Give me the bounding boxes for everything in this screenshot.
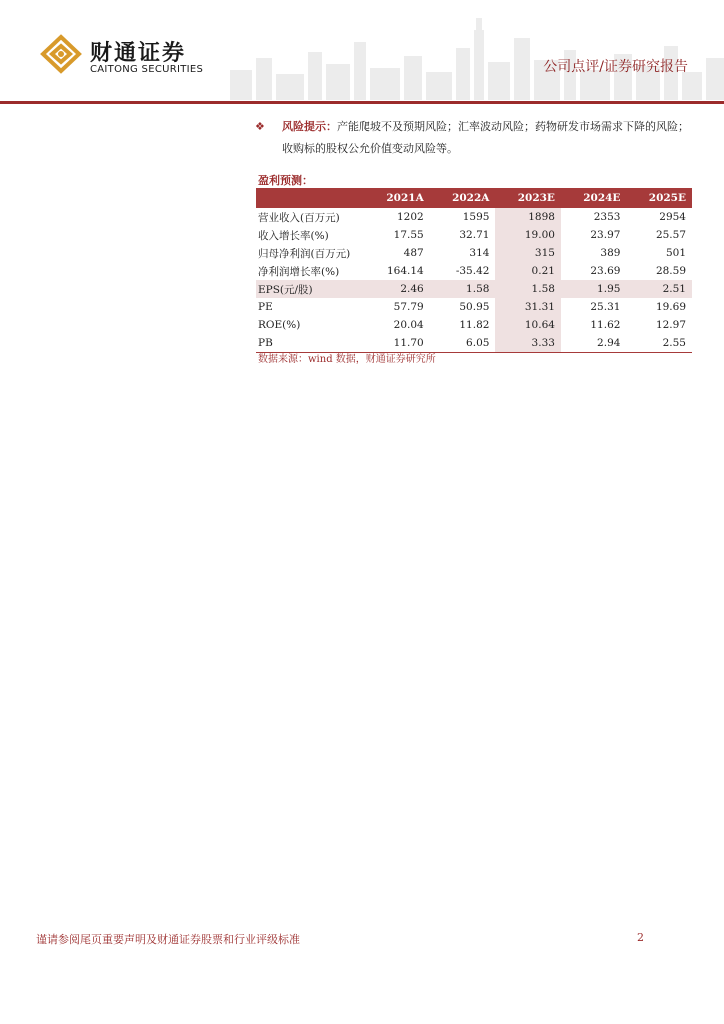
row-label: PB xyxy=(256,334,364,352)
row-label: ROE(%) xyxy=(258,319,301,331)
table-cell: 2.55 xyxy=(626,334,692,352)
row-label: 收入增长率(%) xyxy=(258,229,329,242)
table-cell: 50.95 xyxy=(459,301,490,313)
table-cell: 6.05 xyxy=(430,334,496,352)
forecast-title: 盈利预测： xyxy=(258,174,313,187)
table-cell: 10.64 xyxy=(495,316,561,334)
table-cell: 20.04 xyxy=(393,319,424,331)
table-row xyxy=(256,226,692,244)
footer-disclaimer: 谨请参阅尾页重要声明及财通证券股票和行业评级标准 xyxy=(36,933,300,946)
brand-name-en: CAITONG SECURITIES xyxy=(90,64,204,75)
table-cell: 25.57 xyxy=(655,229,686,241)
row-label: 归母净利润(百万元) xyxy=(258,247,351,260)
table-cell: 31.31 xyxy=(495,298,561,316)
table-row xyxy=(256,298,692,316)
table-cell: 1595 xyxy=(462,211,490,223)
table-row xyxy=(256,244,692,262)
risk-paragraph xyxy=(258,116,692,160)
caitong-logo-icon xyxy=(38,34,84,74)
table-cell: 389 xyxy=(600,247,621,259)
risk-warning xyxy=(255,116,692,160)
diamond-bullet-icon: ❖ xyxy=(255,120,265,133)
row-label: 营业收入(百万元) xyxy=(258,211,340,224)
table-row xyxy=(256,208,692,226)
table-row xyxy=(256,280,692,298)
table-cell: 57.79 xyxy=(393,301,424,313)
table-row xyxy=(256,316,692,334)
table-header-row xyxy=(256,188,692,208)
table-cell: 2.46 xyxy=(364,280,430,298)
table-cell: 2954 xyxy=(659,211,686,223)
table-cell: 487 xyxy=(403,247,424,259)
column-header: 2021A xyxy=(364,188,430,208)
table-cell: -35.42 xyxy=(455,265,490,277)
table-cell: 32.71 xyxy=(459,229,490,241)
table-cell: 501 xyxy=(665,247,686,259)
table-cell: 0.21 xyxy=(495,262,561,280)
page-number: 2 xyxy=(637,931,644,944)
table-cell: 164.14 xyxy=(386,265,424,277)
table-cell: 2.94 xyxy=(561,334,627,352)
report-type: 公司点评/证券研究报告 xyxy=(543,59,688,75)
page-header xyxy=(0,0,724,104)
data-source-note: 数据来源：wind 数据，财通证券研究所 xyxy=(258,354,436,365)
table-cell: 11.70 xyxy=(364,334,430,352)
column-header: 2022A xyxy=(430,188,496,208)
risk-text: 产能爬坡不及预期风险；汇率波动风险；药物研发市场需求下降的风险；收购标的股权公允价值变动风险等。 xyxy=(282,120,689,155)
table-cell: 19.69 xyxy=(655,301,686,313)
brand-name-cn: 财通证券 xyxy=(90,41,187,66)
table-cell: 1202 xyxy=(396,211,424,223)
risk-label: 风险提示： xyxy=(282,120,337,133)
table-cell: 25.31 xyxy=(590,301,621,313)
table-cell: 314 xyxy=(469,247,490,259)
table-cell: 23.69 xyxy=(590,265,621,277)
header-divider xyxy=(0,101,724,104)
table-row xyxy=(256,262,692,280)
table-cell: 11.82 xyxy=(459,319,490,331)
table-cell: 1.58 xyxy=(495,280,561,298)
column-header: 2023E xyxy=(495,188,561,208)
table-cell: 1.58 xyxy=(430,280,496,298)
table-cell: 3.33 xyxy=(495,334,561,352)
table-cell: 11.62 xyxy=(590,319,621,331)
table-cell: 23.97 xyxy=(590,229,621,241)
row-label: 净利润增长率(%) xyxy=(258,265,340,278)
column-header: 2025E xyxy=(626,188,692,208)
table-cell: 315 xyxy=(495,244,561,262)
row-label: EPS(元/股) xyxy=(256,280,364,298)
table-cell: 17.55 xyxy=(393,229,424,241)
table-cell: 1898 xyxy=(495,208,561,226)
table-cell: 2353 xyxy=(593,211,621,223)
earnings-forecast-table xyxy=(256,188,692,353)
table-cell: 2.51 xyxy=(626,280,692,298)
table-cell: 1.95 xyxy=(561,280,627,298)
column-header: 2024E xyxy=(561,188,627,208)
row-label: PE xyxy=(258,301,273,313)
table-cell: 28.59 xyxy=(655,265,686,277)
column-header xyxy=(256,188,364,208)
table-cell: 19.00 xyxy=(495,226,561,244)
table-cell: 12.97 xyxy=(655,319,686,331)
